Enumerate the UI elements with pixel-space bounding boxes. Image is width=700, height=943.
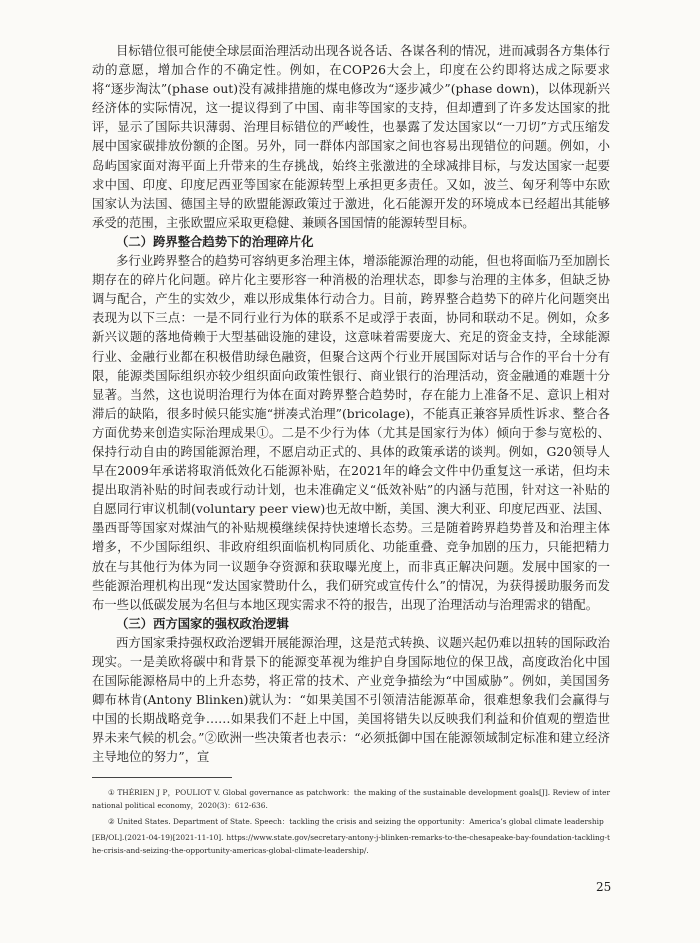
paragraph-target-mismatch: 目标错位很可能使全球层面治理活动出现各说各话、各谋各利的情况，进而减弱各方集体行动的意愿，增加合作的不确定性。例如，在COP26大会上，印度在公约即将达成之际要求将“逐步淘汰”(phase out)没有减排措施的煤电修改为“逐步减少”(phase down)，以体现新兴经济体的实际情况，这一提议得到了中国、南非等国家的支持，但却遭到了许多发达国家的批评，显示了国际共识薄弱、治理目标错位的严峻性，也暴露了发达国家以“一刀切”方式压缩发展中国家碳排放份额的企图。另外，同一群体内部国家之间也容易出现错位的问题。例如，小岛屿国家面对海平面上升带来的生存挑战，始终主张激进的全球减排目标，与发达国家一起要求中国、印度、印度尼西亚等国家在能源转型上承担更多责任。又如，波兰、匈牙利等中东欧国家认为法国、德国主导的欧盟能源政策过于激进，化石能源开发的环境成本已经超出其能够承受的范围，主张欧盟应采取更稳健、兼顾各国国情的能源转型目标。 — [92, 44, 610, 230]
page-body — [92, 42, 610, 857]
section-heading-fragmentation: （二）跨界整合趋势下的治理碎片化 — [116, 234, 314, 249]
paragraph-power-politics: 西方国家秉持强权政治逻辑开展能源治理，这是范式转换、议题兴起仍难以扭转的国际政治现实。一是美欧将碳中和背景下的能源变革视为维护自身国际地位的保卫战，高度政治化中国在国际能源格局中的上升态势，将正常的技术、产业竞争描绘为“中国威胁”。例如，美国国务卿布林肯(Antony Blinken)就认为：“如果美国不引领清洁能源革命，很难想象我们会赢得与中国的长期战略竞争……如果我们不赶上中国，美国将错失以反映我们利益和价值观的塑造世界未来气候的机会。”②欧洲一些决策者也表示：“必须抵御中国在能源领域制定标准和建立经济主导地位的努力”，宣 — [92, 635, 610, 765]
footnote-2-line1: ② United States. Department of State. Speech：tackling the crisis and seizing the opportunity：America’s global climate leadership — [108, 816, 604, 826]
paragraph-fragmentation: 多行业跨界整合的趋势可容纳更多治理主体，增添能源治理的动能，但也将面临乃至加剧长期存在的碎片化问题。碎片化主要形容一种消极的治理状态，即参与治理的主体多，但缺乏协调与配合，产生的实效少，难以形成集体行动合力。目前，跨界整合趋势下的碎片化问题突出表现为以下三点：一是不同行业行为体的联系不足或浮于表面，协同和联动不足。例如，众多新兴议题的落地倚赖于大型基础设施的建设，这意味着需要庞大、充足的资金支持，全球能源行业、金融行业都在积极借助绿色融资，但聚合这两个行业开展国际对话与合作的平台十分有限，能源类国际组织亦较少组织面向政策性银行、商业银行的治理活动，资金融通的难题十分显著。当然，这也说明治理行为体在面对跨界整合趋势时，存在能力上准备不足、意识上相对滞后的缺陷，很多时候只能实施“拼凑式治理”(bricolage)，不能真正兼容异质性诉求、整合各方面优势来创造实际治理成果①。二是不少行为体（尤其是国家行为体）倾向于参与宽松的、保持行动自由的跨国能源治理，不愿启动正式的、具体的政策承诺的谈判。例如，G20领导人早在2009年承诺将取消低效化石能源补贴，在2021年的峰会文件中仍重复这一承诺，但均未提出取消补贴的时间表或行动计划，也未准确定义“低效补贴”的内涵与范围，针对这一补贴的自愿同行审议机制(voluntary peer view)也无故中断，美国、澳大利亚、印度尼西亚、法国、墨西哥等国家对煤油气的补贴规模继续保持快速增长态势。三是随着跨界趋势普及和治理主体增多，不少国际组织、非政府组织面临机构同质化、功能重叠、竞争加剧的压力，只能把精力放在与其他行为体为同一议题争夺资源和获取曝光度上，而非真正解决问题。发展中国家的一些能源治理机构出现“发达国家赞助什么，我们研究或宣传什么”的情况，为获得援助服务而发布一些以低碳发展为名但与本地区现实需求不符的报告，出现了治理活动与治理需求的错配。 — [92, 254, 610, 612]
section-heading-power-politics: （三）西方国家的强权政治逻辑 — [116, 616, 289, 631]
footnote-2-line2: [EB/OL].(2021-04-19)[2021-11-10]. https://www.state.gov/secretary-antony-j-blinken-remarks-to-the-chesapeake-bay-foundation-tackling-the-crisis-and-seizing-the-opportunity-americas-global-climate-leadership/. — [92, 832, 610, 855]
footnote-divider — [92, 777, 232, 778]
footnote-1: ① THÉRIEN J P，POULIOT V. Global governance as patchwork：the making of the sustainable development goals[J]. Review of international political economy，2020(3)：612-636. — [92, 787, 610, 810]
page-number: 25 — [596, 880, 612, 894]
